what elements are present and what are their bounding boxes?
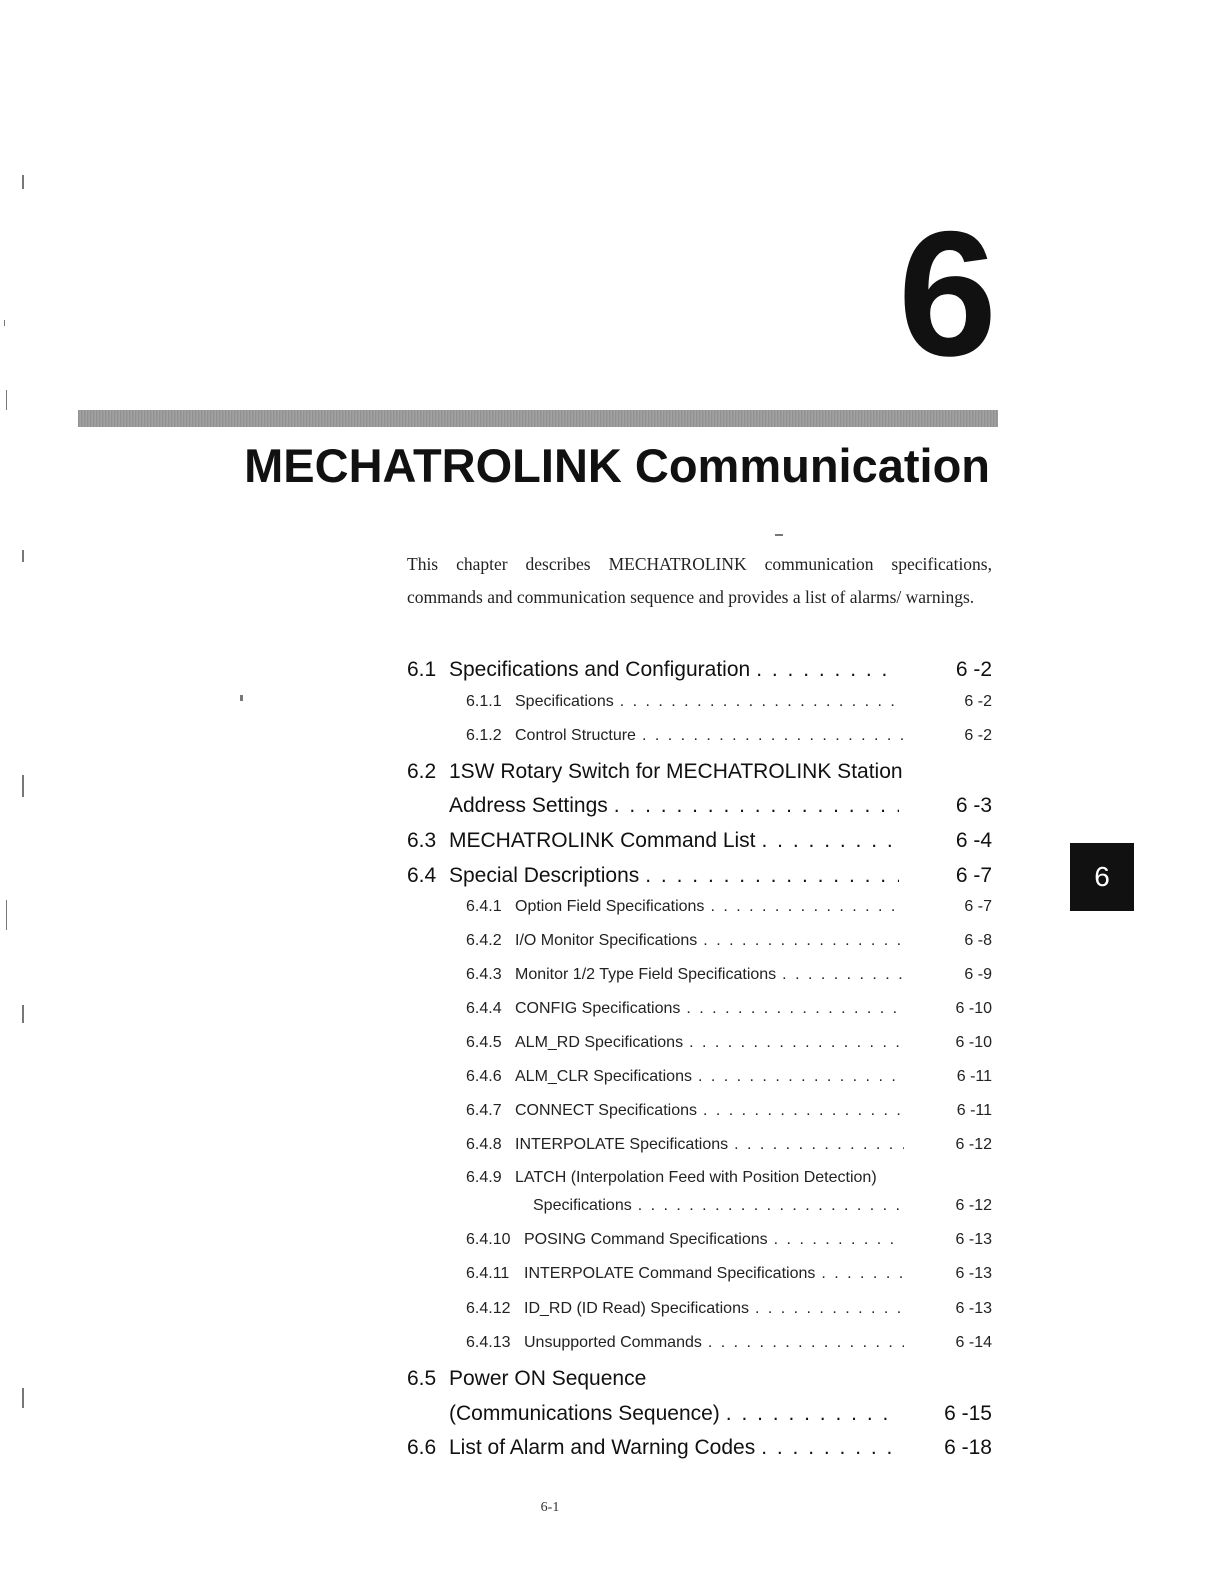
toc-leader-dots [756, 658, 899, 682]
toc-entry-6-2[interactable] [407, 760, 937, 790]
toc-entry-number: 6.4.1 [466, 898, 502, 915]
chapter-divider-bar [78, 410, 998, 427]
toc-entry-title: I/O Monitor Specifications [515, 932, 698, 949]
toc-entry-number: 6.1 [407, 658, 437, 681]
toc-entry-title: INTERPOLATE Specifications [515, 1136, 729, 1153]
toc-entry-number: 6.4.8 [466, 1136, 502, 1153]
toc-page-6-4-2: 6 -8 [964, 932, 992, 949]
toc-entry-title: ID_RD (ID Read) Specifications [524, 1300, 749, 1317]
scan-speck [22, 1388, 24, 1408]
toc-entry-6-4-2[interactable] [466, 932, 904, 962]
toc-entry-number: 6.1.2 [466, 727, 502, 744]
scan-speck [775, 534, 783, 536]
chapter-number: 6 [898, 194, 995, 393]
scan-speck [4, 320, 5, 326]
toc-entry-number: 6.5 [407, 1367, 437, 1390]
toc-page-6-3: 6 -4 [955, 829, 992, 852]
toc-page-6-4-8: 6 -12 [955, 1136, 992, 1153]
toc-entry-title: Specifications [515, 693, 614, 710]
toc-page-6-4-5: 6 -10 [955, 1034, 992, 1051]
toc-entry-6-3[interactable] [407, 829, 899, 859]
toc-page-6-4-9: 6 -12 [955, 1197, 992, 1214]
toc-leader-dots [703, 932, 904, 950]
toc-entry-title: (Communications Sequence) [449, 1402, 720, 1425]
toc-entry-number: 6.4 [407, 864, 437, 887]
scan-speck [6, 390, 7, 410]
chapter-side-tab: 6 [1070, 843, 1134, 911]
toc-entry-number: 6.4.5 [466, 1034, 502, 1051]
toc-entry-number: 6.4.10 [466, 1231, 511, 1248]
toc-entry-number: 6.4.3 [466, 966, 502, 983]
toc-page-6-4: 6 -7 [955, 864, 992, 887]
toc-entry-title: Unsupported Commands [524, 1334, 702, 1351]
toc-page-6-4-13: 6 -14 [955, 1334, 992, 1351]
toc-page-6-4-10: 6 -13 [955, 1231, 992, 1248]
toc-page-6-5: 6 -15 [944, 1402, 992, 1425]
toc-leader-dots [614, 794, 899, 818]
toc-entry-title: Option Field Specifications [515, 898, 705, 915]
toc-entry-6-5[interactable] [407, 1367, 807, 1397]
toc-entry-title: LATCH (Interpolation Feed with Position Detection) [515, 1169, 877, 1186]
toc-leader-dots [821, 1265, 904, 1283]
toc-entry-6-4-3[interactable] [466, 966, 904, 996]
toc-leader-dots [620, 693, 904, 711]
toc-entry-6-5-cont[interactable] [449, 1402, 899, 1432]
toc-entry-number: 6.4.13 [466, 1334, 511, 1351]
toc-page-6-1: 6 -2 [955, 658, 992, 681]
toc-entry-number: 6.2 [407, 760, 437, 783]
toc-entry-6-4-4[interactable] [466, 1000, 904, 1030]
toc-leader-dots [698, 1068, 904, 1086]
toc-entry-title: List of Alarm and Warning Codes [449, 1436, 756, 1459]
toc-entry-6-4-7[interactable] [466, 1102, 904, 1132]
toc-leader-dots [686, 1000, 904, 1018]
scan-speck [6, 900, 7, 930]
toc-leader-dots [703, 1102, 904, 1120]
toc-entry-title: Monitor 1/2 Type Field Specifications [515, 966, 777, 983]
toc-entry-number: 6.1.1 [466, 693, 502, 710]
toc-entry-title: ALM_CLR Specifications [515, 1068, 692, 1085]
chapter-intro: This chapter describes MECHATROLINK communication specifications, commands and communication sequence and provides a list of alarms/ warnings. [407, 554, 992, 607]
toc-entry-6-1-1[interactable] [466, 693, 904, 723]
toc-page-6-4-12: 6 -13 [955, 1300, 992, 1317]
toc-entry-title: Specifications and Configuration [449, 658, 751, 681]
toc-page-6-4-7: 6 -11 [956, 1102, 992, 1119]
scan-speck [22, 775, 24, 797]
toc-entry-6-4-12[interactable] [466, 1300, 904, 1330]
toc-leader-dots [689, 1034, 904, 1052]
toc-entry-6-4-10[interactable] [466, 1231, 904, 1261]
toc-leader-dots [726, 1402, 899, 1426]
toc-entry-6-4-1[interactable] [466, 898, 904, 928]
toc-page-6-2: 6 -3 [955, 794, 992, 817]
scan-speck [22, 175, 24, 189]
toc-page-6-6: 6 -18 [944, 1436, 992, 1459]
toc-entry-number: 6.4.6 [466, 1068, 502, 1085]
toc-entry-title: Power ON Sequence [449, 1367, 647, 1390]
toc-leader-dots [761, 1436, 899, 1460]
toc-entry-title: INTERPOLATE Command Specifications [524, 1265, 816, 1282]
toc-leader-dots [645, 864, 899, 888]
toc-entry-title: Specifications [533, 1197, 632, 1214]
toc-entry-number: 6.3 [407, 829, 437, 852]
toc-entry-number: 6.4.12 [466, 1300, 511, 1317]
toc-leader-dots [638, 1197, 904, 1215]
scan-speck [22, 550, 24, 562]
toc-entry-title: MECHATROLINK Command List [449, 829, 756, 852]
page-number: 6-1 [540, 1500, 560, 1515]
toc-leader-dots [762, 829, 899, 853]
toc-entry-number: 6.4.2 [466, 932, 502, 949]
toc-entry-6-1[interactable] [407, 658, 899, 688]
toc-leader-dots [755, 1300, 904, 1318]
toc-page-6-1-1: 6 -2 [964, 693, 992, 710]
toc-leader-dots [782, 966, 904, 984]
toc-entry-title: Control Structure [515, 727, 636, 744]
toc-entry-title: 1SW Rotary Switch for MECHATROLINK Station [449, 760, 903, 783]
toc-leader-dots [642, 727, 904, 745]
toc-entry-title: CONFIG Specifications [515, 1000, 681, 1017]
toc-entry-number: 6.6 [407, 1436, 437, 1459]
toc-page-6-4-6: 6 -11 [956, 1068, 992, 1085]
chapter-title: MECHATROLINK Communication [244, 439, 990, 492]
toc-entry-title: CONNECT Specifications [515, 1102, 697, 1119]
toc-leader-dots [774, 1231, 904, 1249]
toc-entry-number: 6.4.4 [466, 1000, 502, 1017]
toc-entry-title: ALM_RD Specifications [515, 1034, 684, 1051]
toc-entry-6-2-cont[interactable] [449, 794, 899, 824]
toc-leader-dots [734, 1136, 904, 1154]
scan-speck [240, 695, 243, 701]
toc-entry-6-4-9[interactable] [466, 1169, 926, 1199]
toc-page-6-4-4: 6 -10 [955, 1000, 992, 1017]
toc-entry-6-4-13[interactable] [466, 1334, 904, 1364]
toc-entry-number: 6.4.11 [466, 1265, 510, 1282]
toc-leader-dots [710, 898, 904, 916]
toc-leader-dots [708, 1334, 904, 1352]
scan-speck [22, 1005, 24, 1023]
toc-entry-6-1-2[interactable] [466, 727, 904, 757]
toc-page-6-4-3: 6 -9 [964, 966, 992, 983]
toc-entry-number: 6.4.9 [466, 1169, 502, 1186]
toc-entry-title: Address Settings [449, 794, 608, 817]
toc-entry-title: Special Descriptions [449, 864, 640, 887]
toc-entry-title: POSING Command Specifications [524, 1231, 768, 1248]
toc-entry-6-4-8[interactable] [466, 1136, 904, 1166]
toc-entry-6-4-9-cont[interactable] [533, 1197, 904, 1227]
toc-page-6-1-2: 6 -2 [964, 727, 992, 744]
toc-entry-6-4-11[interactable] [466, 1265, 904, 1295]
toc-page-6-4-11: 6 -13 [955, 1265, 992, 1282]
toc-page-6-4-1: 6 -7 [964, 898, 992, 915]
toc-entry-6-4-5[interactable] [466, 1034, 904, 1064]
toc-entry-number: 6.4.7 [466, 1102, 502, 1119]
toc-entry-6-6[interactable] [407, 1436, 899, 1466]
toc-entry-6-4[interactable] [407, 864, 899, 894]
toc-entry-6-4-6[interactable] [466, 1068, 904, 1098]
